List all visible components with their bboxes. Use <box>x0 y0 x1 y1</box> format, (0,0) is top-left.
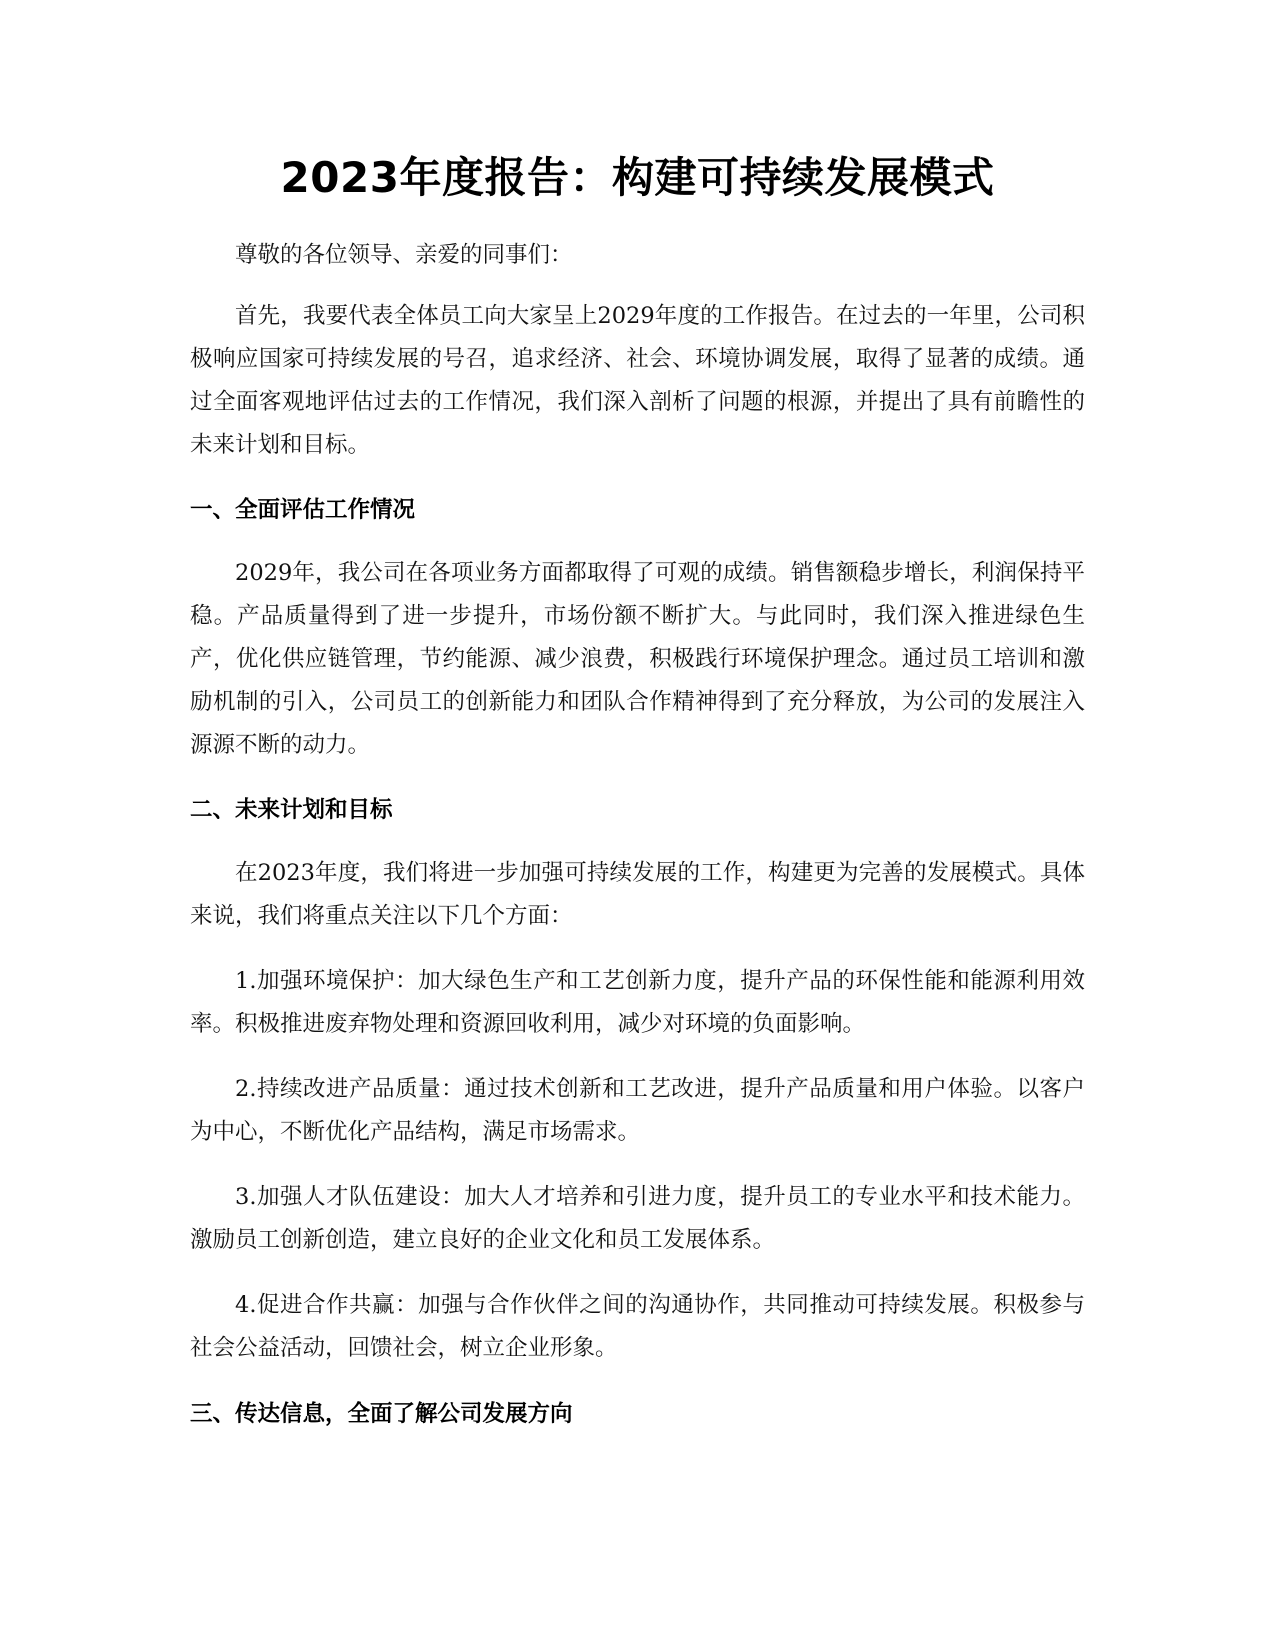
evaluation-paragraph: 2029年，我公司在各项业务方面都取得了可观的成绩。销售额稳步增长，利润保持平稳。产品质量得到了进一步提升，市场份额不断扩大。与此同时，我们深入推进绿色生产，优化供应链管理，节约能源、减少浪费，积极践行环境保护理念。通过员工培训和激励机制的引入，公司员工的创新能力和团队合作精神得到了充分释放，为公司的发展注入源源不断的动力。 <box>190 560 1085 758</box>
section-heading-evaluation: 一、全面评估工作情况 <box>190 497 416 523</box>
section-heading-plans: 二、未来计划和目标 <box>190 797 393 823</box>
plan-item-environment: 1.加强环境保护：加大绿色生产和工艺创新力度，提升产品的环保性能和能源利用效率。积极推进废弃物处理和资源回收利用，减少对环境的负面影响。 <box>190 968 1085 1037</box>
plan-item-talent: 3.加强人才队伍建设：加大人才培养和引进力度，提升员工的专业水平和技术能力。激励员工创新创造，建立良好的企业文化和员工发展体系。 <box>190 1184 1085 1253</box>
intro-paragraph: 首先，我要代表全体员工向大家呈上2029年度的工作报告。在过去的一年里，公司积极响应国家可持续发展的号召，追求经济、社会、环境协调发展，取得了显著的成绩。通过全面客观地评估过去的工作情况，我们深入剖析了问题的根源，并提出了具有前瞻性的未来计划和目标。 <box>190 303 1085 458</box>
plan-item-quality: 2.持续改进产品质量：通过技术创新和工艺改进，提升产品质量和用户体验。以客户为中心，不断优化产品结构，满足市场需求。 <box>190 1076 1085 1145</box>
plan-item-cooperation: 4.促进合作共赢：加强与合作伙伴之间的沟通协作，共同推动可持续发展。积极参与社会公益活动，回馈社会，树立企业形象。 <box>190 1292 1085 1361</box>
greeting-paragraph: 尊敬的各位领导、亲爱的同事们： <box>235 242 573 268</box>
document-title: 2023年度报告：构建可持续发展模式 <box>280 153 995 202</box>
section-heading-communication: 三、传达信息，全面了解公司发展方向 <box>190 1401 573 1427</box>
plans-intro-paragraph: 在2023年度，我们将进一步加强可持续发展的工作，构建更为完善的发展模式。具体来说，我们将重点关注以下几个方面： <box>190 860 1085 929</box>
